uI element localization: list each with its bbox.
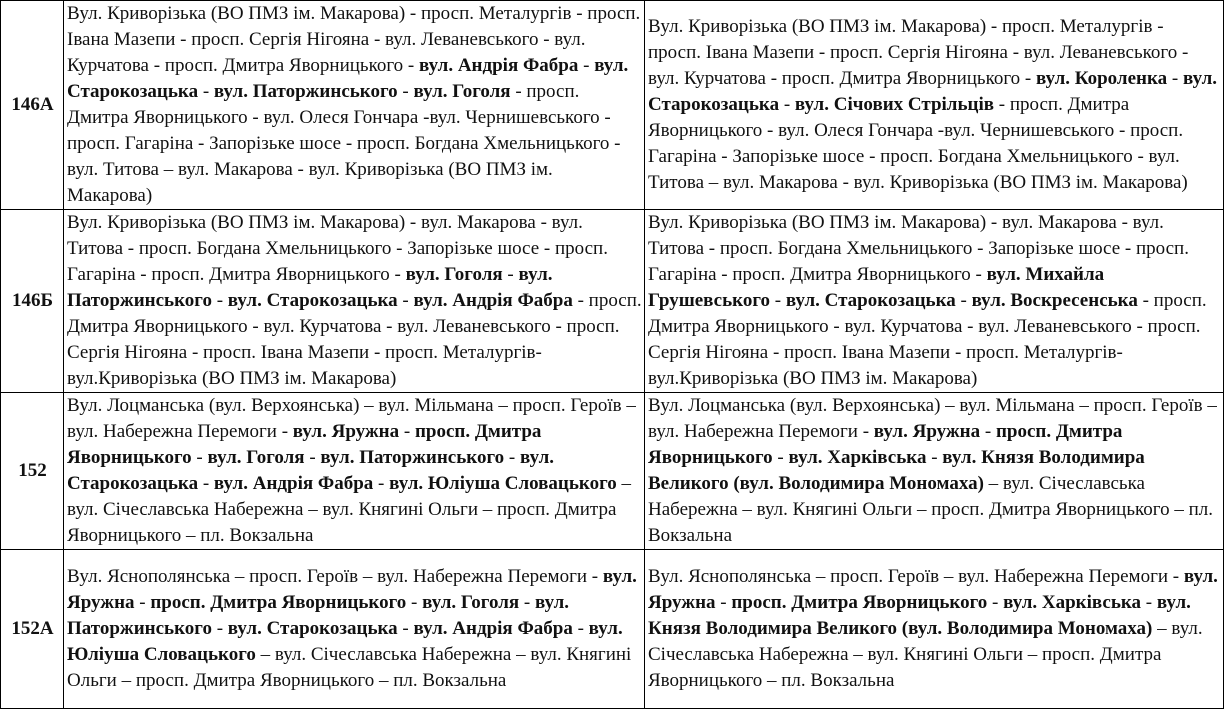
- changed-street-segment: просп. Дмитра Яворницького: [648, 421, 1123, 468]
- changed-street-segment: вул. Гоголя: [413, 81, 511, 102]
- street-segment: -: [211, 290, 228, 311]
- street-segment: -: [980, 421, 996, 442]
- street-segment: -: [191, 447, 208, 468]
- old-route-cell: [64, 393, 645, 550]
- street-segment: -: [715, 592, 732, 613]
- street-segment: -: [519, 592, 535, 613]
- street-segment: Вул. Криворізька (ВО ПМЗ ім. Макарова) - просп. Металургів - просп. Івана Мазепи - просп. Сергія Нігояна - вул. Леваневського - вул. Курчатова - просп. Дмитра Яворницького -: [648, 16, 1189, 89]
- street-segment: -: [502, 264, 519, 285]
- changed-street-segment: вул. Старокозацька: [67, 55, 629, 102]
- changed-street-segment: вул. Старокозацька: [227, 618, 398, 639]
- changed-street-segment: вул. Старокозацька: [227, 290, 398, 311]
- changed-street-segment: вул. Старокозацька: [67, 447, 555, 494]
- street-segment: Вул. Криворізька (ВО ПМЗ ім. Макарова) - вул. Макарова - вул. Титова - просп. Богдана Хмельницького - Запорізьке шосе - просп. Гагаріна - просп. Дмитра Яворницького -: [67, 212, 608, 285]
- changed-street-segment: вул. Яружна: [292, 421, 400, 442]
- street-segment: Вул. Лоцманська (вул. Верхоянська) – вул. Мільмана – просп. Героїв – вул. Набережна Перемоги -: [648, 395, 1217, 442]
- changed-street-segment: вул. Гоголя: [405, 264, 503, 285]
- new-route-cell: [645, 393, 1224, 550]
- street-segment: - просп. Дмитра Яворницького - вул. Курчатова - вул. Леваневського - просп. Сергія Нігояна - просп. Івана Мазепи - просп. Металургів- вул.Криворізька (ВО ПМЗ ім. Макарова): [67, 290, 642, 389]
- street-segment: – вул. Січеславська Набережна – вул. Княгині Ольги – просп. Дмитра Яворницького – пл. Вокзальна: [67, 644, 632, 691]
- changed-street-segment: просп. Дмитра Яворницького: [67, 421, 542, 468]
- changed-street-segment: вул. Старокозацька: [648, 68, 1218, 115]
- street-segment: -: [373, 473, 390, 494]
- changed-street-segment: вул. Гоголя: [207, 447, 305, 468]
- changed-street-segment: вул. Князя Володимира Великого (вул. Володимира Мономаха): [648, 592, 1191, 639]
- street-segment: -: [1141, 592, 1157, 613]
- street-segment: -: [572, 618, 589, 639]
- new-route-cell: [645, 550, 1224, 709]
- changed-street-segment: вул. Паторжинського: [213, 81, 398, 102]
- changed-street-segment: вул. Паторжинського: [320, 447, 505, 468]
- changed-street-segment: вул. Старокозацька: [785, 290, 956, 311]
- old-route-cell: [64, 210, 645, 393]
- street-segment: -: [397, 290, 414, 311]
- street-segment: – вул. Січеславська Набережна – вул. Княгині Ольги – просп. Дмитра Яворницького – пл. Вокзальна: [67, 473, 632, 546]
- street-segment: – вул. Січеславська Набережна – вул. Княгині Ольги – просп. Дмитра Яворницького – пл. Вокзальна: [648, 473, 1213, 546]
- street-segment: – вул. Січеславська Набережна – вул. Княгині Ольги – просп. Дмитра Яворницького – пл. Вокзальна: [648, 618, 1203, 691]
- street-segment: -: [134, 592, 151, 613]
- street-segment: -: [211, 618, 228, 639]
- street-segment: -: [399, 421, 415, 442]
- street-segment: - просп. Дмитра Яворницького - вул. Олеся Гончара -вул. Чернишевського - просп. Гагаріна - Запорізьке шосе - просп. Богдана Хмельницького - вул. Титова – вул. Макарова - вул. Криворізька (ВО ПМЗ ім. Макарова): [648, 94, 1188, 193]
- street-segment: -: [397, 618, 414, 639]
- changed-street-segment: вул. Михайла Грушевського: [648, 264, 1105, 311]
- changed-street-segment: вул. Воскресенська: [971, 290, 1138, 311]
- changed-street-segment: вул. Андрія Фабра: [419, 55, 579, 76]
- changed-street-segment: просп. Дмитра Яворницького: [150, 592, 407, 613]
- street-segment: - просп. Дмитра Яворницького - вул. Олеся Гончара -вул. Чернишевського - просп. Гагаріна - Запорізьке шосе - просп. Богдана Хмельницького - вул. Титова – вул. Макарова - вул. Криворізька (ВО ПМЗ ім. Макарова): [67, 81, 621, 206]
- street-segment: -: [198, 473, 214, 494]
- street-segment: -: [578, 55, 595, 76]
- changed-street-segment: вул. Харківська: [1003, 592, 1142, 613]
- table-row-146a: [1, 1, 1224, 210]
- changed-street-segment: вул. Андрія Фабра: [413, 290, 573, 311]
- street-segment: -: [987, 592, 1004, 613]
- changed-street-segment: вул. Яружна: [648, 566, 1218, 613]
- route-number-cell: 146Б: [1, 210, 64, 393]
- changed-street-segment: вул. Юліуша Словацького: [67, 618, 623, 665]
- street-segment: -: [504, 447, 520, 468]
- street-segment: -: [770, 290, 786, 311]
- changed-street-segment: вул. Андрія Фабра: [213, 473, 374, 494]
- street-segment: Вул. Лоцманська (вул. Верхоянська) – вул. Мільмана – просп. Героїв – вул. Набережна Перемоги -: [67, 395, 636, 442]
- street-segment: -: [406, 592, 423, 613]
- street-segment: -: [779, 94, 795, 115]
- street-segment: Вул. Яснополянська – просп. Героїв – вул. Набережна Перемоги -: [648, 566, 1184, 587]
- route-number-cell: 152: [1, 393, 64, 550]
- changed-street-segment: вул. Паторжинського: [67, 264, 553, 311]
- new-route-cell: [645, 210, 1224, 393]
- changed-street-segment: вул. Яружна: [67, 566, 637, 613]
- street-segment: -: [198, 81, 214, 102]
- table-row-152a: [1, 550, 1224, 709]
- changed-street-segment: вул. Паторжинського: [67, 592, 570, 639]
- street-segment: - просп. Дмитра Яворницького - вул. Курчатова - вул. Леваневського - просп. Сергія Нігояна - просп. Івана Мазепи - просп. Металургів- вул.Криворізька (ВО ПМЗ ім. Макарова): [648, 290, 1207, 389]
- changed-street-segment: вул. Короленка: [1035, 68, 1168, 89]
- changed-street-segment: вул. Січових Стрільців: [794, 94, 994, 115]
- street-segment: -: [304, 447, 321, 468]
- street-segment: -: [397, 81, 414, 102]
- changed-street-segment: вул. Андрія Фабра: [413, 618, 573, 639]
- old-route-cell: [64, 1, 645, 210]
- table-row-146b: [1, 210, 1224, 393]
- new-route-cell: [645, 1, 1224, 210]
- street-segment: Вул. Криворізька (ВО ПМЗ ім. Макарова) - просп. Металургів - просп. Івана Мазепи - просп. Сергія Нігояна - вул. Леваневського - вул. Курчатова - просп. Дмитра Яворницького -: [67, 3, 641, 76]
- changed-street-segment: вул. Гоголя: [422, 592, 520, 613]
- changed-street-segment: вул. Яружна: [873, 421, 981, 442]
- changed-street-segment: вул. Князя Володимира Великого (вул. Володимира Мономаха): [648, 447, 1145, 494]
- old-route-cell: [64, 550, 645, 709]
- street-segment: -: [772, 447, 789, 468]
- street-segment: Вул. Яснополянська – просп. Героїв – вул. Набережна Перемоги -: [67, 566, 603, 587]
- route-number-cell: 146А: [1, 1, 64, 210]
- street-segment: -: [955, 290, 972, 311]
- changed-street-segment: вул. Юліуша Словацького: [389, 473, 617, 494]
- changed-street-segment: просп. Дмитра Яворницького: [731, 592, 988, 613]
- route-number-cell: 152А: [1, 550, 64, 709]
- table-row-152: [1, 393, 1224, 550]
- street-segment: Вул. Криворізька (ВО ПМЗ ім. Макарова) - вул. Макарова - вул. Титова - просп. Богдана Хмельницького - Запорізьке шосе - просп. Гагаріна - просп. Дмитра Яворницького -: [648, 212, 1189, 285]
- changed-street-segment: вул. Харківська: [788, 447, 927, 468]
- street-segment: -: [926, 447, 943, 468]
- street-segment: -: [1167, 68, 1183, 89]
